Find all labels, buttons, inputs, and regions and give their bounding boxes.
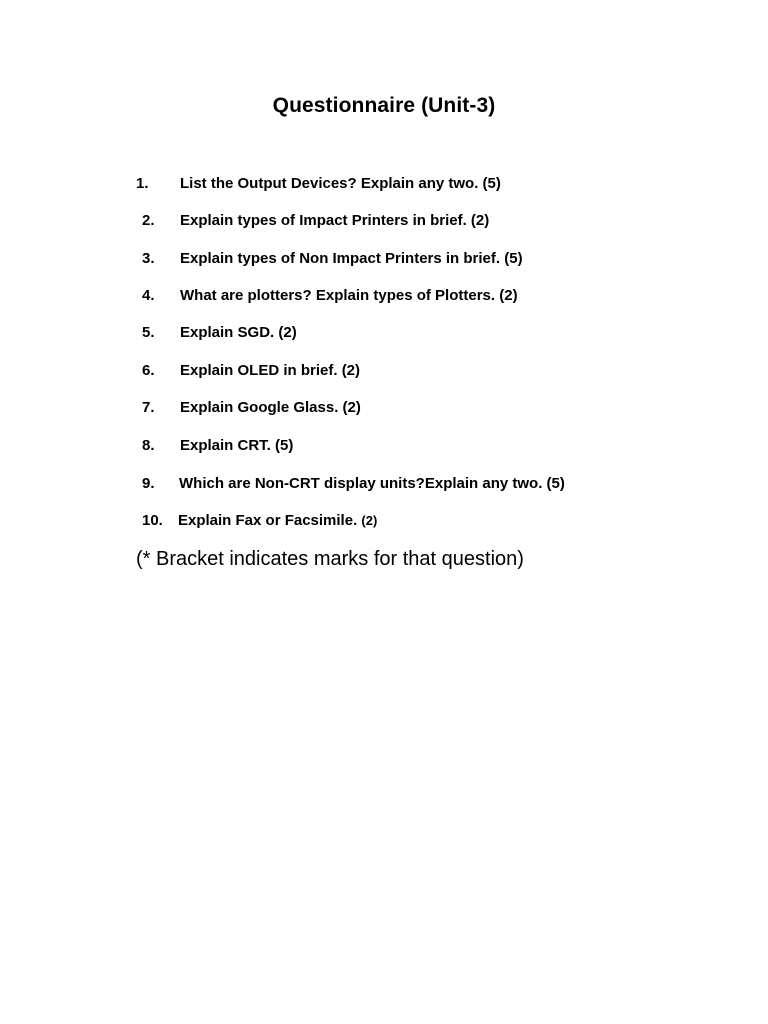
question-number: 8. [142, 437, 155, 454]
question-number: 4. [142, 287, 155, 304]
question-number: 5. [142, 324, 155, 341]
question-number: 9. [142, 475, 155, 492]
question-item [0, 284, 768, 308]
question-item [0, 434, 768, 458]
question-item [0, 321, 768, 345]
question-text-main: Explain Fax or Facsimile. [178, 512, 358, 529]
question-item [0, 172, 768, 196]
marks-note: (* Bracket indicates marks for that question) [136, 548, 524, 570]
question-text: Explain types of Non Impact Printers in brief. (5) [180, 250, 523, 267]
question-mark: (2) [361, 513, 378, 528]
question-item [0, 359, 768, 383]
question-text: Which are Non-CRT display units?Explain any two. (5) [179, 475, 565, 492]
question-text: Explain types of Impact Printers in brief. (2) [180, 212, 490, 229]
question-number: 1. [136, 175, 149, 192]
question-number: 6. [142, 362, 155, 379]
question-item [0, 509, 768, 533]
question-text: What are plotters? Explain types of Plotters. (2) [180, 287, 518, 304]
question-text: Explain CRT. (5) [180, 437, 294, 454]
question-number: 3. [142, 250, 155, 267]
question-item [0, 396, 768, 420]
question-number: 2. [142, 212, 155, 229]
question-text: List the Output Devices? Explain any two. (5) [180, 175, 501, 192]
question-text: Explain Google Glass. (2) [180, 399, 361, 416]
question-number: 10. [142, 512, 163, 529]
question-text: Explain SGD. (2) [180, 324, 297, 341]
question-item [0, 472, 768, 496]
document-title: Questionnaire (Unit-3) [272, 94, 496, 117]
question-text: Explain OLED in brief. (2) [180, 362, 361, 379]
question-number: 7. [142, 399, 155, 416]
question-item [0, 209, 768, 233]
question-item [0, 247, 768, 271]
question-text [178, 509, 377, 533]
